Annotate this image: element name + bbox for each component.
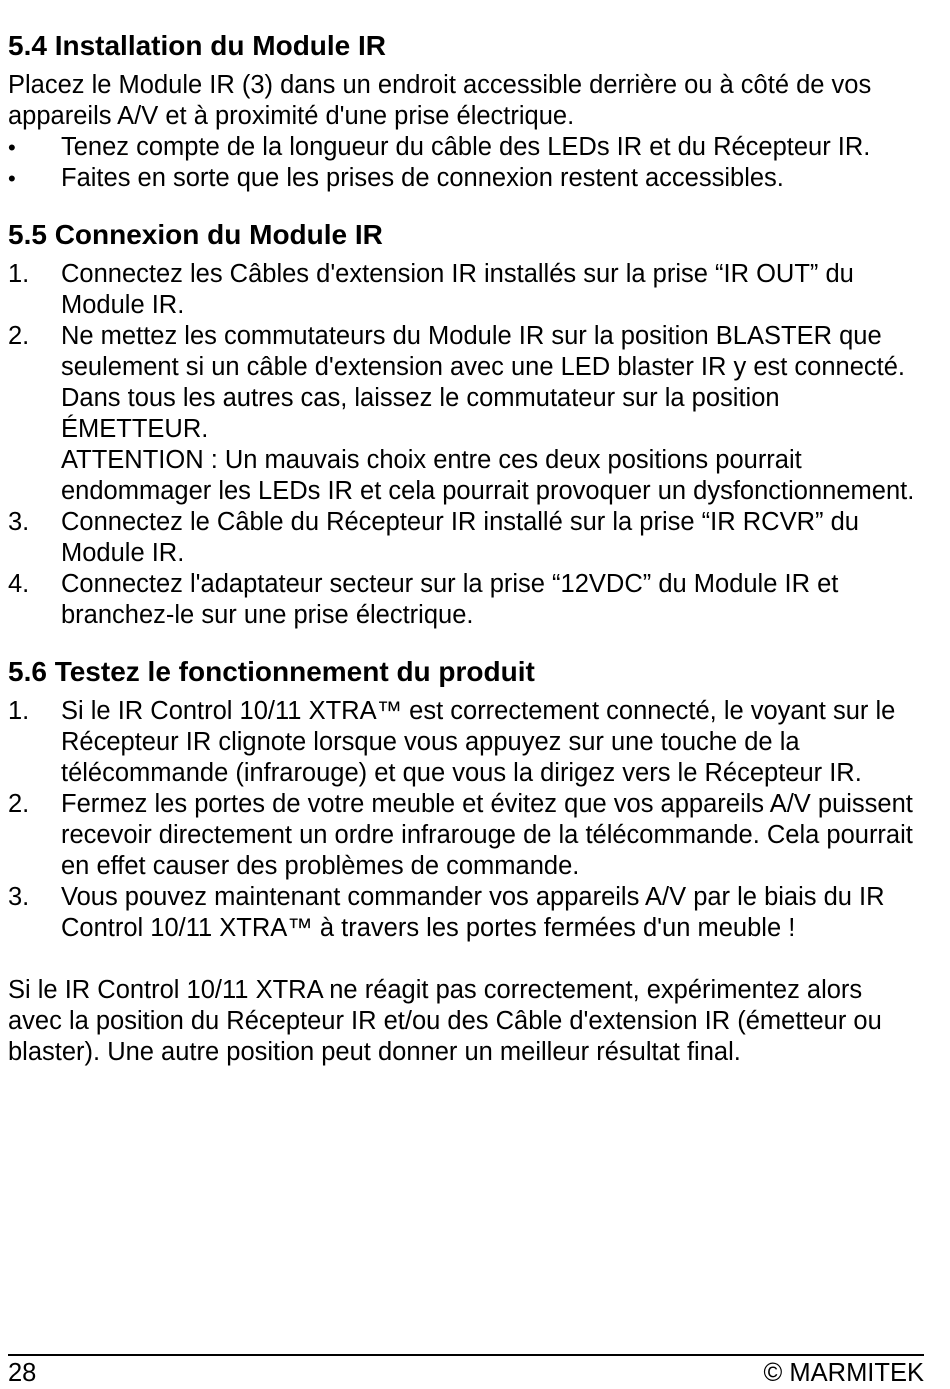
section-intro: Placez le Module IR (3) dans un endroit accessible derrière ou à côté de vos appareils A/V et à proximité d'une prise électrique. (8, 71, 872, 130)
list-item (8, 259, 920, 321)
brand-label: © MARMITEK (763, 1359, 924, 1387)
list-item-text: Connectez le Câble du Récepteur IR installé sur la prise “IR RCVR” du Module IR. (61, 508, 859, 567)
document-page (8, 22, 920, 1068)
numbered-list (8, 259, 920, 631)
list-item-text: Connectez les Câbles d'extension IR installés sur la prise “IR OUT” du Module IR. (61, 260, 854, 319)
bullet-marker: • (8, 166, 16, 191)
list-item-text: Faites en sorte que les prises de connexion restent accessibles. (61, 164, 784, 192)
list-item-text: Si le IR Control 10/11 XTRA™ est correctement connecté, le voyant sur le Récepteur IR clignote lorsque vous appuyez sur une touche de la télécommande (infrarouge) et que vous la dirigez vers le Récepteur IR. (61, 697, 896, 787)
section-spacer (8, 194, 920, 211)
list-number: 1. (8, 260, 30, 288)
section-spacer (8, 631, 920, 648)
section-heading-5-4: 5.4 Installation du Module IR (8, 30, 387, 61)
list-number: 3. (8, 508, 30, 536)
list-number: 2. (8, 790, 30, 818)
section-heading-5-6: 5.6 Testez le fonctionnement du produit (8, 656, 535, 687)
list-item-text: Fermez les portes de votre meuble et évitez que vos appareils A/V puissent recevoir directement un ordre infrarouge de la télécommande. Cela pourrait en effet causer des problèmes de commande. (61, 790, 913, 880)
bullet-list (8, 132, 920, 194)
page-footer (8, 1354, 924, 1389)
list-number: 3. (8, 883, 30, 911)
list-item (8, 132, 920, 163)
section-spacer (8, 944, 920, 975)
list-item (8, 321, 920, 507)
bullet-marker: • (8, 135, 16, 160)
list-item (8, 163, 920, 194)
list-item-text: Tenez compte de la longueur du câble des LEDs IR et du Récepteur IR. (61, 133, 871, 161)
list-item-text: Ne mettez les commutateurs du Module IR sur la position BLASTER que seulement si un câble d'extension avec une LED blaster IR y est connecté. Dans tous les autres cas, laissez le commutateur sur la position ÉMETTEUR. (61, 322, 906, 443)
list-number: 1. (8, 697, 30, 725)
list-item (8, 696, 920, 789)
attention-note: ATTENTION : Un mauvais choix entre ces deux positions pourrait endommager les LEDs IR et cela pourrait provoquer un dysfonctionnement. (61, 446, 915, 505)
list-number: 2. (8, 322, 30, 350)
numbered-list (8, 696, 920, 944)
list-item (8, 507, 920, 569)
list-number: 4. (8, 570, 30, 598)
list-item-text: Vous pouvez maintenant commander vos appareils A/V par le biais du IR Control 10/11 XTRA™ à travers les portes fermées d'un meuble ! (61, 883, 885, 942)
page-number: 28 (8, 1359, 37, 1387)
list-item-text: Connectez l'adaptateur secteur sur la prise “12VDC” du Module IR et branchez-le sur une prise électrique. (61, 570, 839, 629)
list-item (8, 569, 920, 631)
section-heading-5-5: 5.5 Connexion du Module IR (8, 219, 383, 250)
list-item (8, 882, 920, 944)
list-item (8, 789, 920, 882)
closing-paragraph: Si le IR Control 10/11 XTRA ne réagit pas correctement, expérimentez alors avec la position du Récepteur IR et/ou des Câble d'extension IR (émetteur ou blaster). Une autre position peut donner un meilleur résultat final. (8, 976, 882, 1066)
